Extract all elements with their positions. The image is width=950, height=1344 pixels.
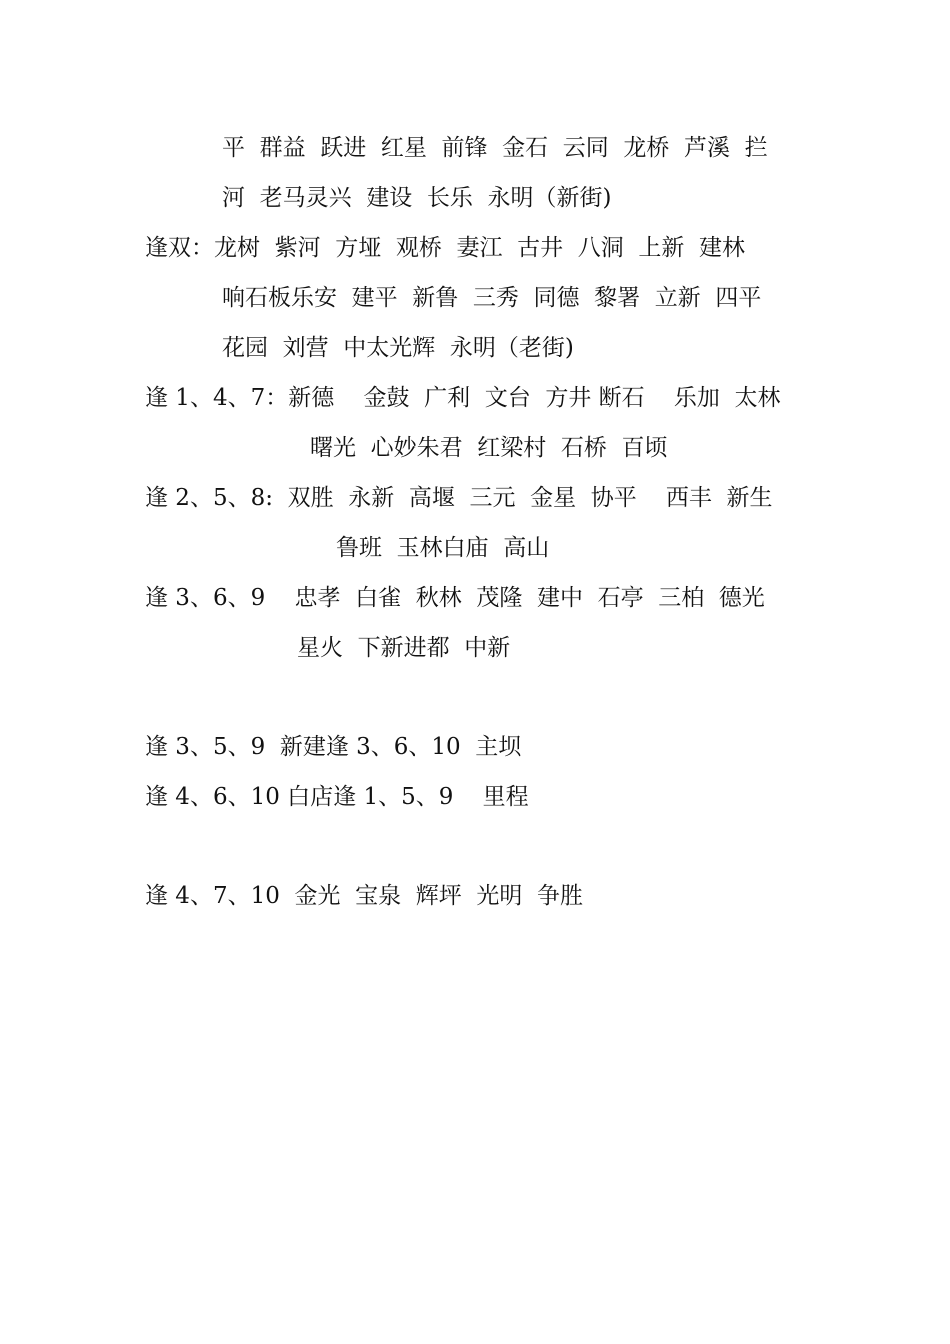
text-line-13: 逢 4、6、10 白店逢 1、5、9 里程 (145, 784, 529, 810)
text-line-3: 逢双：龙树 紫河 方垭 观桥 妻江 古井 八洞 上新 建林 (145, 235, 745, 261)
text-line-6: 逢 1、4、7：新德 金鼓 广利 文台 方井 断石 乐加 太林 (145, 385, 781, 411)
text-line-4: 响石板乐安 建平 新鲁 三秀 同德 黎署 立新 四平 (222, 285, 762, 311)
text-line-10: 逢 3、6、9 忠孝 白雀 秋林 茂隆 建中 石亭 三柏 德光 (145, 585, 765, 611)
text-line-2: 河 老马灵兴 建设 长乐 永明（新街) (222, 185, 612, 211)
text-line-9: 鲁班 玉林白庙 高山 (336, 535, 550, 561)
text-line-1: 平 群益 跃进 红星 前锋 金石 云同 龙桥 芦溪 拦 (222, 135, 768, 161)
text-line-5: 花园 刘营 中太光辉 永明（老街) (222, 335, 574, 361)
text-line-12: 逢 3、5、9 新建逢 3、6、10 主坝 (145, 734, 522, 760)
text-line-11: 星火 下新进都 中新 (297, 635, 511, 661)
text-line-14: 逢 4、7、10 金光 宝泉 辉坪 光明 争胜 (145, 883, 583, 909)
text-line-8: 逢 2、5、8: 双胜 永新 高堰 三元 金星 协平 西丰 新生 (145, 485, 773, 511)
text-line-7: 曙光 心妙朱君 红梁村 石桥 百顷 (310, 435, 668, 461)
